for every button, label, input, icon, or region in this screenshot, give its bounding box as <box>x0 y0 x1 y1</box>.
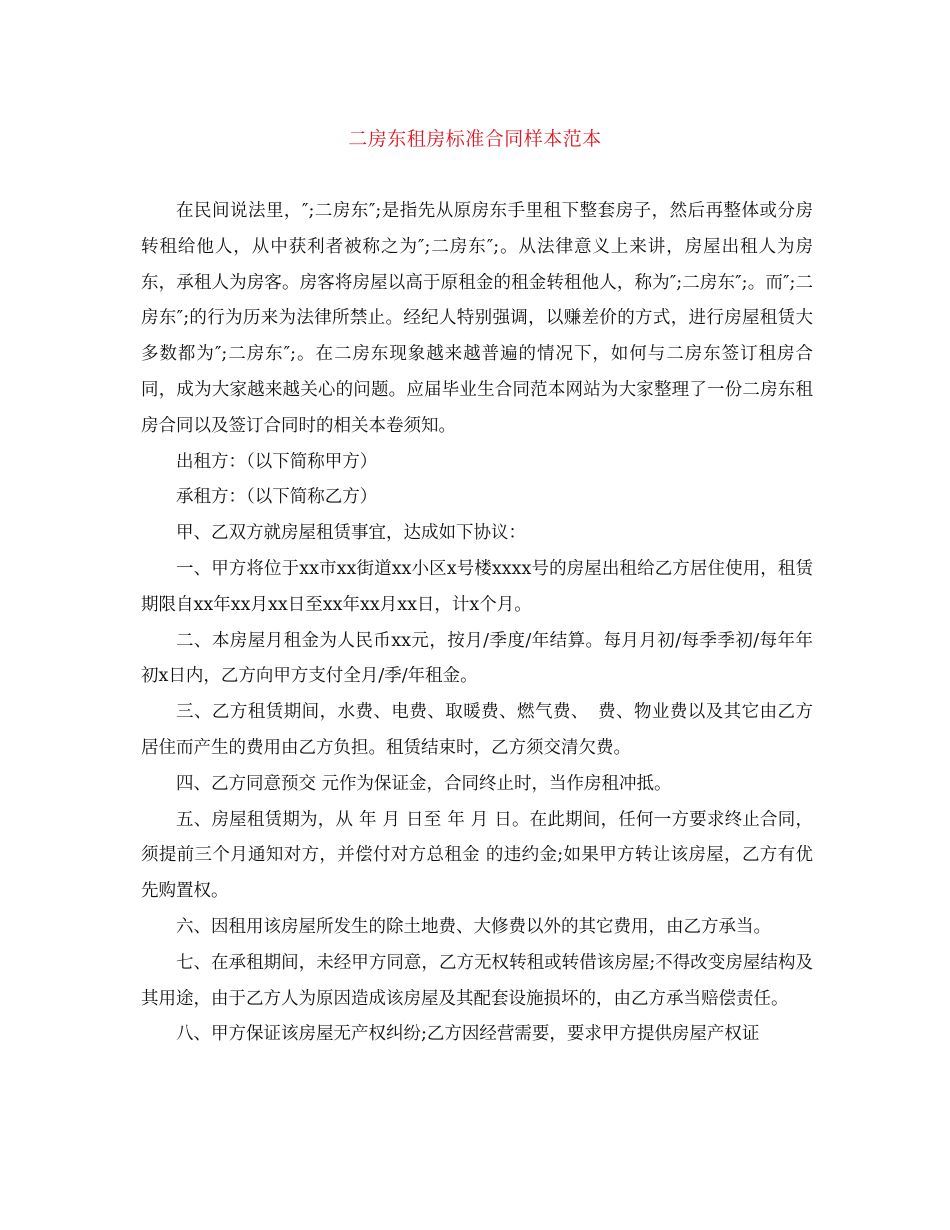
document-title: 二房东租房标准合同样本范本 <box>348 128 602 150</box>
intro-paragraph: 在民间说法里，″;二房东″;是指先从原房东手里租下整套房子，然后再整体或分房转租给他人，从中获利者被称之为″;二房东″;。从法律意义上来讲，房屋出租人为房东，承租人为房客。房客将房屋以高于原租金的租金转租他人，称为″;二房东″;。而″;二房东″;的行为历来为法律所禁止。经纪人特别强调，以赚差价的方式，进行房屋租赁大多数都为″;二房东″;。在二房东现象越来越普遍的情况下，如何与二房东签订租房合同，成为大家越来越关心的问题。应届毕业生合同范本网站为大家整理了一份二房东租房合同以及签订合同时的相关本卷须知。 <box>141 201 813 436</box>
clause-6: 六、因租用该房屋所发生的除土地费、大修费以外的其它费用，由乙方承当。 <box>176 916 771 937</box>
lessee-line: 承租方：（以下简称乙方） <box>176 487 378 508</box>
lessor-line: 出租方：（以下简称甲方） <box>176 451 378 472</box>
clause-1: 一、甲方将位于xx市xx街道xx小区x号楼xxxx号的房屋出租给乙方居住使用，租赁期限自xx年xx月xx日至xx年xx月xx日，计x个月。 <box>141 558 813 615</box>
clause-4: 四、乙方同意预交 元作为保证金，合同终止时，当作房租冲抵。 <box>176 773 672 794</box>
clause-2: 二、本房屋月租金为人民币xx元，按月/季度/年结算。每月月初/每季季初/每年年初x日内，乙方向甲方支付全月/季/年租金。 <box>141 630 813 687</box>
clause-3: 三、乙方租赁期间，水费、电费、取暖费、燃气费、 费、物业费以及其它由乙方居住而产生的费用由乙方负担。租赁结束时，乙方须交清欠费。 <box>141 702 813 758</box>
document-body <box>141 194 813 1053</box>
clause-8: 八、甲方保证该房屋无产权纠纷;乙方因经营需要，要求甲方提供房屋产权证 <box>176 1024 760 1045</box>
clause-5: 五、房屋租赁期为，从 年 月 日至 年 月 日。在此期间，任何一方要求终止合同，须提前三个月通知对方，并偿付对方总租金 的违约金;如果甲方转让该房屋，乙方有优先购置权。 <box>141 809 813 902</box>
agreement-intro: 甲、乙双方就房屋租赁事宜，达成如下协议： <box>176 523 526 544</box>
clause-7: 七、在承租期间，未经甲方同意，乙方无权转租或转借该房屋;不得改变房屋结构及其用途，由于乙方人为原因造成该房屋及其配套设施损坏的，由乙方承当赔偿责任。 <box>141 952 813 1009</box>
